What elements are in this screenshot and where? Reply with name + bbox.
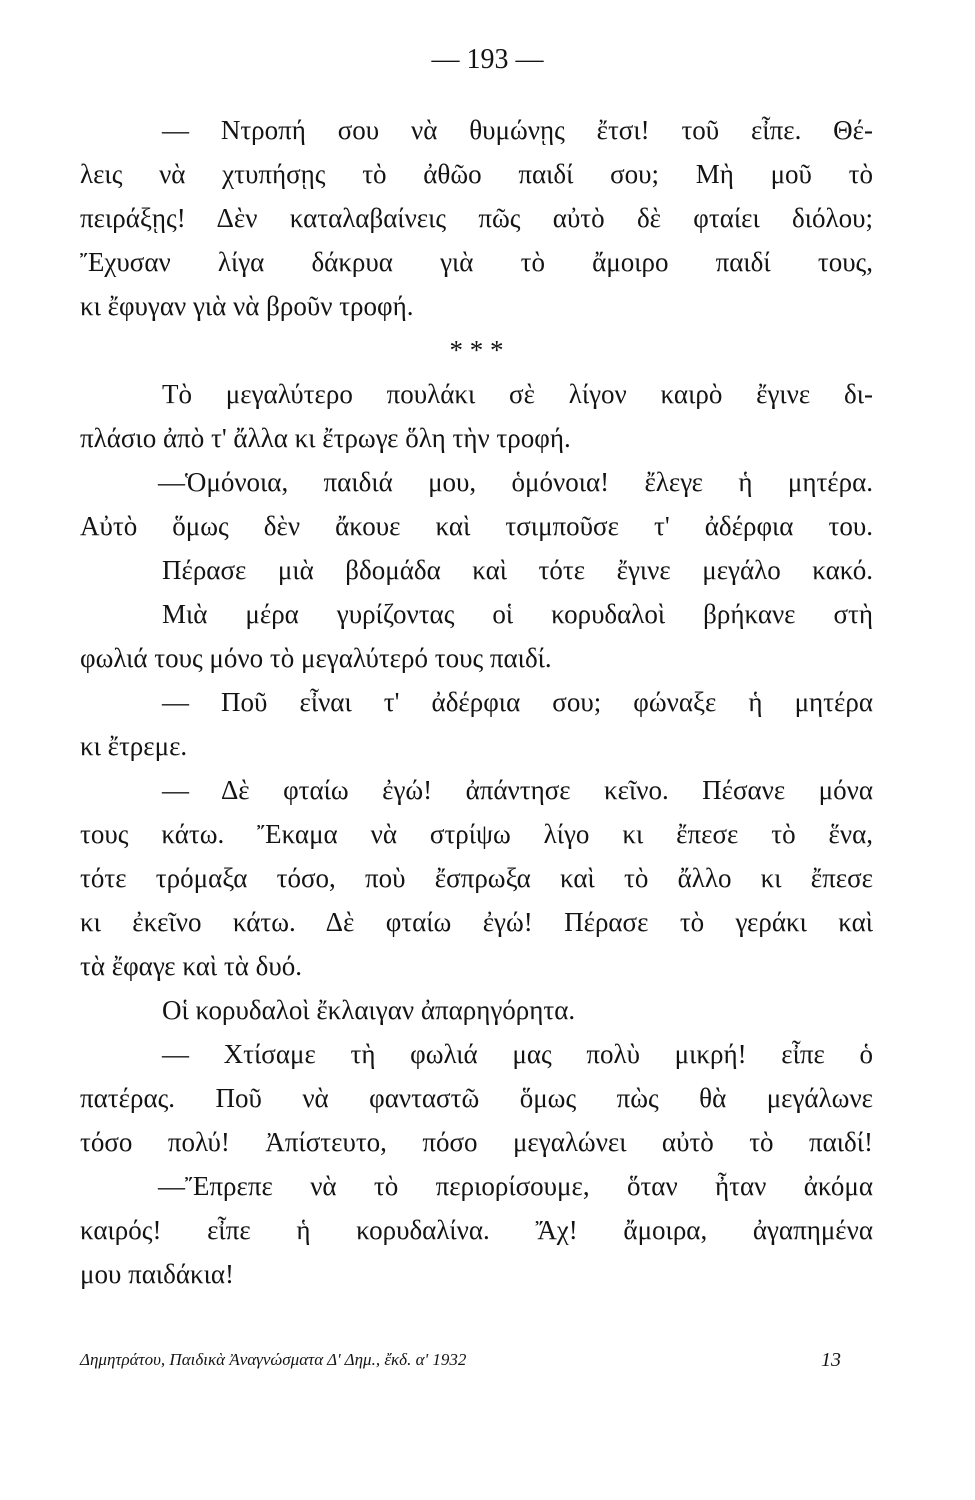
text-line: τόσο πολύ! Ἀπίστευτο, πόσο μεγαλώνει αὐτὸ τὸ παιδί! bbox=[80, 1127, 873, 1157]
text-line: φωλιά τους μόνο τὸ μεγαλύτερό τους παιδί. bbox=[80, 643, 552, 673]
text-line: μου παιδάκια! bbox=[80, 1259, 235, 1289]
text-line: Ἔχυσαν λίγα δάκρυα γιὰ τὸ ἄμοιρο παιδί τους, bbox=[80, 247, 873, 277]
text-line: πατέρας. Ποῦ νὰ φανταστῶ ὅμως πὼς θὰ μεγάλωνε bbox=[80, 1083, 873, 1113]
text-line: Πέρασε μιὰ βδομάδα καὶ τότε ἔγινε μεγάλο κακό. bbox=[162, 555, 873, 585]
text-line: τὰ ἔφαγε καὶ τὰ δυό. bbox=[80, 951, 302, 981]
section-separator: * * * bbox=[449, 335, 504, 365]
text-line: πειράξῃς! Δὲν καταλαβαίνεις πῶς αὐτὸ δὲ φταίει διόλου; bbox=[80, 203, 873, 233]
text-line: κι ἔφυγαν γιὰ νὰ βροῦν τροφή. bbox=[80, 291, 414, 321]
text-line: — Χτίσαμε τὴ φωλιά μας πολὺ μικρή! εἶπε ὁ bbox=[162, 1039, 873, 1069]
text-line: πλάσιο ἀπὸ τ' ἄλλα κι ἔτρωγε ὅλη τὴν τροφή. bbox=[80, 423, 571, 453]
footer-citation: Δημητράτου, Παιδικὰ Ἀναγνώσματα Δ' Δημ., ἔκδ. α' 1932 bbox=[80, 1350, 467, 1369]
text-line: τους κάτω. Ἔκαμα νὰ στρίψω λίγο κι ἔπεσε τὸ ἕνα, bbox=[80, 819, 873, 849]
text-line: λεις νὰ χτυπήσῃς τὸ ἀθῶο παιδί σου; Μὴ μοῦ τὸ bbox=[80, 159, 873, 189]
body-text bbox=[80, 108, 873, 1296]
text-line: Μιὰ μέρα γυρίζοντας οἱ κορυδαλοὶ βρήκανε στὴ bbox=[162, 599, 873, 629]
page-number: — 193 — bbox=[431, 44, 544, 75]
text-line: κι ἐκεῖνο κάτω. Δὲ φταίω ἐγώ! Πέρασε τὸ γεράκι καὶ bbox=[80, 907, 873, 937]
text-line: καιρός! εἶπε ἡ κορυδαλίνα. Ἄχ! ἄμοιρα, ἀγαπημένα bbox=[80, 1215, 873, 1245]
text-line: τότε τρόμαξα τόσο, ποὺ ἔσπρωξα καὶ τὸ ἄλλο κι ἔπεσε bbox=[80, 863, 873, 893]
text-line: Οἱ κορυδαλοὶ ἔκλαιγαν ἀπαρηγόρητα. bbox=[162, 995, 576, 1025]
text-line: Αὐτὸ ὅμως δὲν ἄκουε καὶ τσιμποῦσε τ' ἀδέρφια του. bbox=[80, 511, 873, 541]
text-line: Τὸ μεγαλύτερο πουλάκι σὲ λίγον καιρὸ ἔγινε δι- bbox=[162, 379, 873, 409]
text-line: —Ὁμόνοια, παιδιά μου, ὁμόνοια! ἔλεγε ἡ μητέρα. bbox=[158, 467, 873, 497]
text-line: — Ποῦ εἶναι τ' ἀδέρφια σου; φώναξε ἡ μητέρα bbox=[162, 687, 873, 717]
page-footer bbox=[80, 1340, 873, 1380]
text-line: — Δὲ φταίω ἐγώ! ἀπάντησε κεῖνο. Πέσανε μόνα bbox=[162, 775, 873, 805]
footer-sheet-number: 13 bbox=[821, 1349, 841, 1371]
text-line: κι ἔτρεμε. bbox=[80, 731, 188, 761]
text-line: — Ντροπή σου νὰ θυμώνῃς ἔτσι! τοῦ εἶπε. Θέ- bbox=[162, 115, 873, 145]
text-line: —Ἔπρεπε νὰ τὸ περιορίσουμε, ὅταν ἦταν ἀκόμα bbox=[158, 1171, 873, 1201]
